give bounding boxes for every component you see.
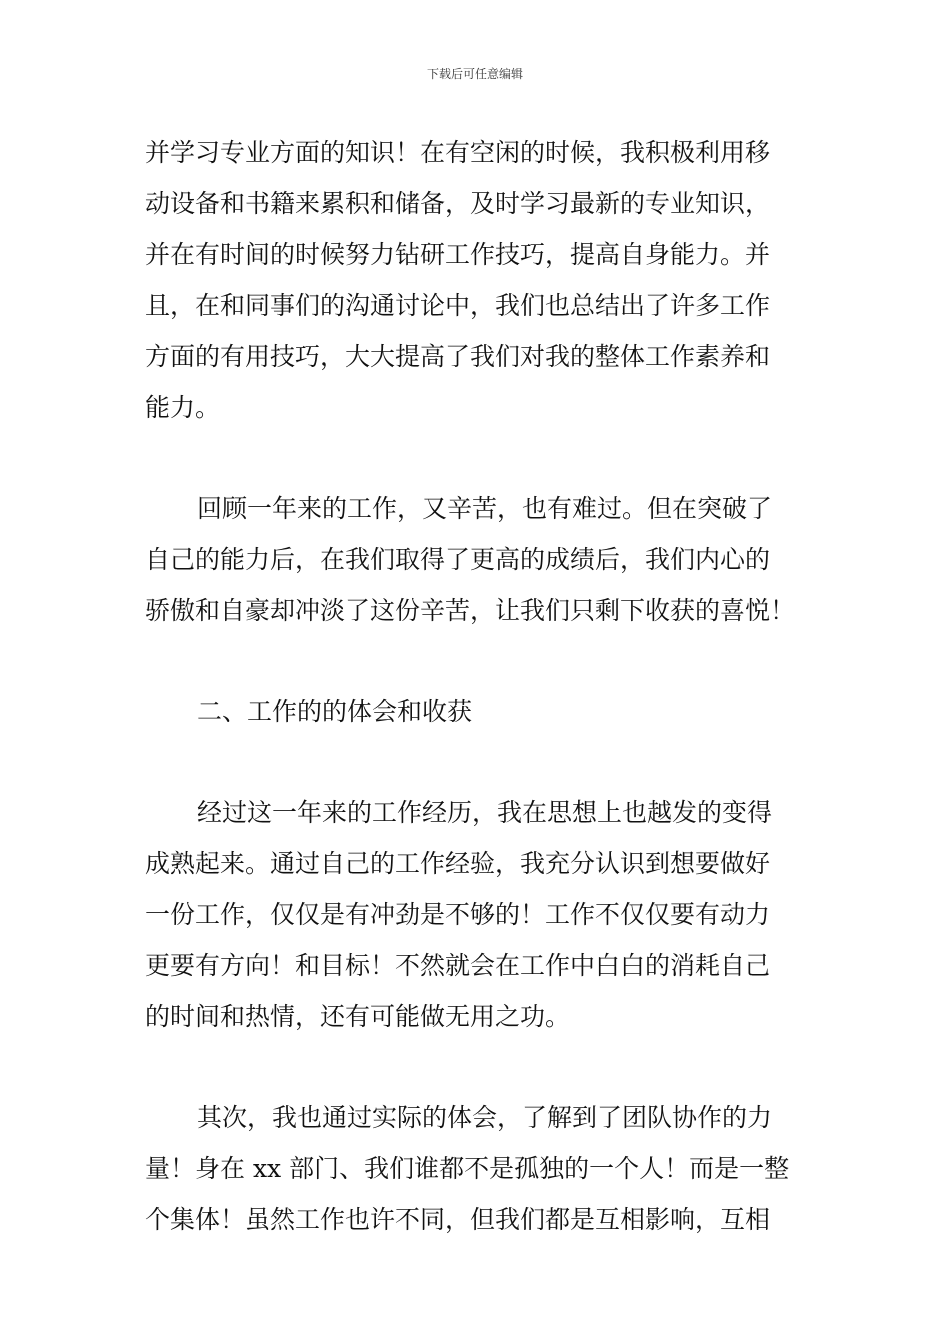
text-line: 并在有时间的时候努力钻研工作技巧，提高自身能力。并 xyxy=(145,240,771,269)
paragraph-1 xyxy=(145,127,810,433)
text-line: 动设备和书籍来累积和储备，及时学习最新的专业知识， xyxy=(145,189,771,218)
text-line: 自己的能力后，在我们取得了更高的成绩后，我们内心的 xyxy=(145,545,771,574)
paragraph-2 xyxy=(145,483,810,636)
text-line: 能力。 xyxy=(145,393,221,422)
text-line: 并学习专业方面的知识！在有空闲的时候，我积极利用移 xyxy=(145,138,771,167)
text-line: 个集体！虽然工作也许不同，但我们都是互相影响，互相 xyxy=(145,1205,771,1234)
text-line: 骄傲和自豪却冲淡了这份辛苦，让我们只剩下收获的喜悦！ xyxy=(145,596,796,625)
text-line: 回顾一年来的工作，又辛苦，也有难过。但在突破了 xyxy=(197,494,773,523)
text-line: 其次，我也通过实际的体会，了解到了团队协作的力 xyxy=(197,1103,773,1132)
text-line: 成熟起来。通过自己的工作经验，我充分认识到想要做好 xyxy=(145,849,771,878)
text-line: 量！身在 xx 部门、我们谁都不是孤独的一个人！而是一整 xyxy=(145,1154,790,1183)
section-heading xyxy=(145,686,810,737)
paragraph-gap xyxy=(145,433,810,483)
paragraph-gap xyxy=(145,737,810,787)
paragraph-3 xyxy=(145,787,810,1042)
document-body xyxy=(145,127,810,1245)
text-line: 更要有方向！和目标！不然就会在工作中白白的消耗自己 xyxy=(145,951,771,980)
header-note: 下载后可任意编辑 xyxy=(426,67,523,81)
paragraph-4 xyxy=(145,1092,810,1245)
text-line: 二、工作的的体会和收获 xyxy=(197,697,473,726)
paragraph-gap xyxy=(145,636,810,686)
text-line: 方面的有用技巧，大大提高了我们对我的整体工作素养和 xyxy=(145,342,771,371)
text-line: 一份工作，仅仅是有冲劲是不够的！工作不仅仅要有动力 xyxy=(145,900,771,929)
text-line: 且，在和同事们的沟通讨论中，我们也总结出了许多工作 xyxy=(145,291,771,320)
text-line: 的时间和热情，还有可能做无用之功。 xyxy=(145,1002,571,1031)
text-line: 经过这一年来的工作经历，我在思想上也越发的变得 xyxy=(197,798,773,827)
paragraph-gap xyxy=(145,1042,810,1092)
